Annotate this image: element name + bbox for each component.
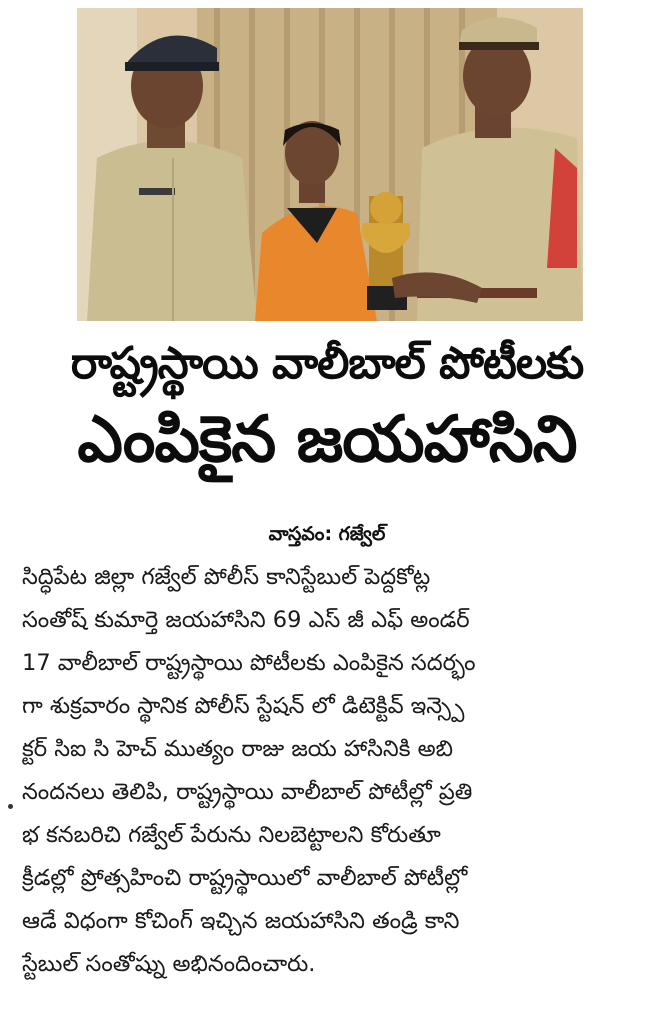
body-line: క్టర్ సిఐ సి హెచ్ ముత్యం రాజు జయ హాసినికి అబి [22,736,453,762]
body-line: గా శుక్రవారం స్థానిక పోలీస్ స్టేషన్ లో డిటెక్టివ్ ఇన్స్పె [22,693,465,719]
photo-illustration [77,8,583,321]
body-line: నందనలు తెలిపి, రాష్ట్రస్థాయి వాలీబాల్ పోటీల్లో ప్రతి [22,779,473,805]
body-line: భ కనబరిచి గజ్వేల్ పేరును నిలబెట్టాలని కోరుతూ [22,822,441,848]
body-line: సంతోష్ కుమార్తె జయహాసిని 69 ఎస్ జీ ఎఫ్ అండర్ [22,607,470,633]
body-line: క్రీడల్లో ప్రోత్సహించి రాష్ట్రస్థాయిలో వాలీబాల్ పోటీల్లో [22,865,468,891]
headline-line-2: ఎంపికైన జయహాసిని [77,403,577,477]
body-line: 17 వాలీబాల్ రాష్ట్రస్థాయి పోటీలకు ఎంపికైన సదర్భం [22,650,476,676]
body-line: సిద్ధిపేట జిల్లా గజ్వేల్ పోలీస్ కానిస్టేబుల్ పెద్దకోట్ల [22,564,431,590]
news-photo [77,8,583,321]
article-body [22,556,640,986]
body-line: స్టేబుల్ సంతోష్ను అభినందించారు. [22,951,316,977]
dateline: వాస్తవం: గజ్వేల్ [268,523,386,545]
headline-line-1: రాష్ట్రస్థాయి వాలీబాల్ పోటీలకు [70,338,584,389]
body-line: ఆడే విధంగా కోచింగ్ ఇచ్చిన జయహాసిని తండ్రి కాని [22,908,460,934]
bullet-dot [8,804,13,809]
